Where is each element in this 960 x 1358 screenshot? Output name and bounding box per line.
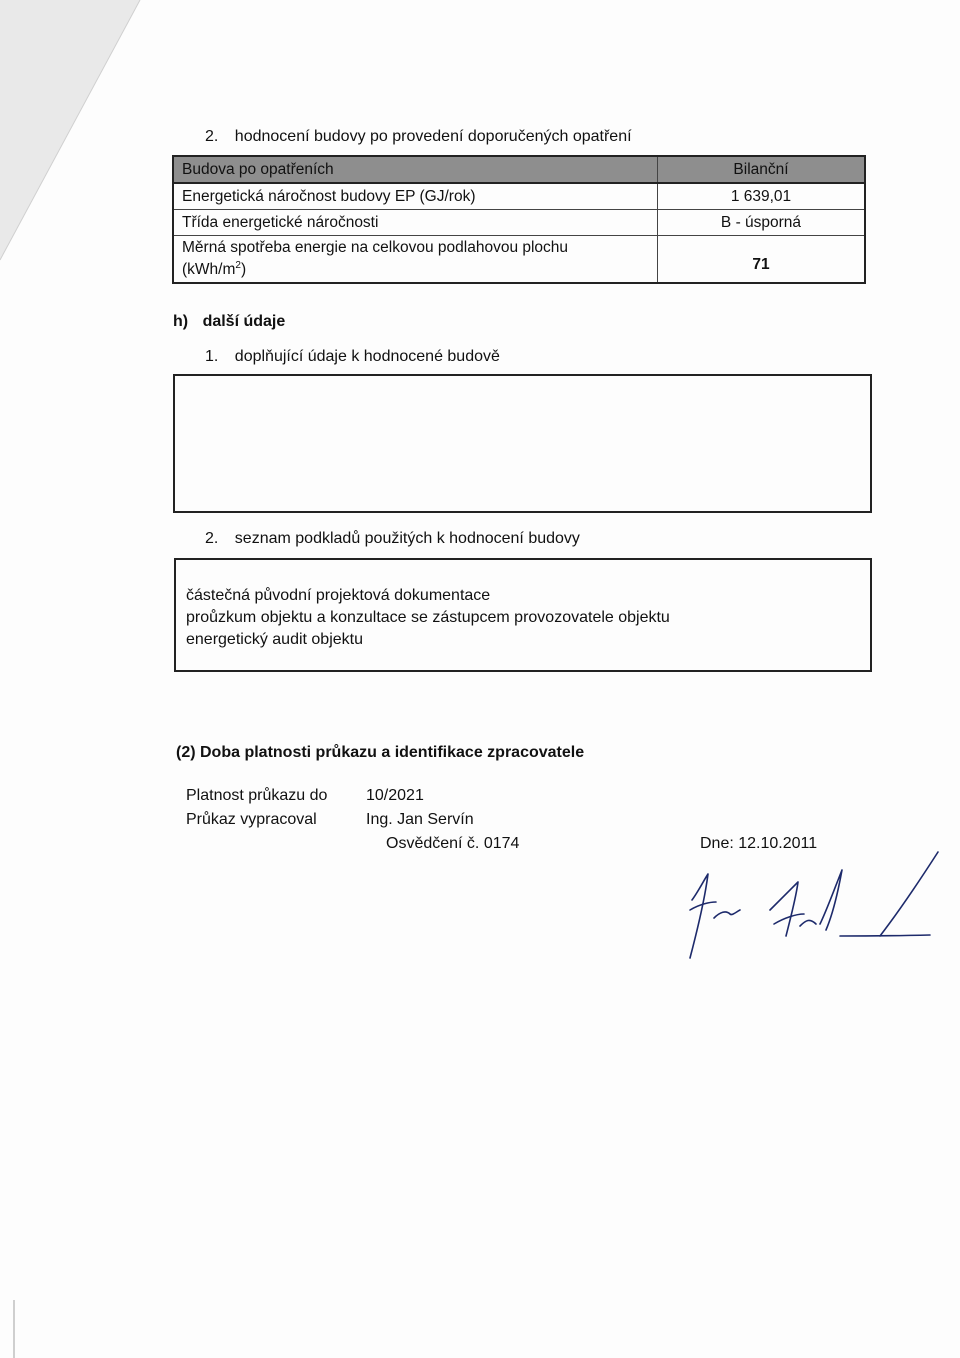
header-label: Budova po opatřeních [173,156,658,183]
author-value: Ing. Jan Servín [366,811,474,828]
section-h-heading [173,313,285,331]
row-value: 71 [658,236,866,284]
header-value: Bilanční [658,156,866,183]
row-label-unit-close: ) [240,261,247,279]
issue-date: Dne: 12.10.2011 [700,835,818,852]
section-number: 2. [205,128,219,145]
table-row [173,183,865,210]
section-title: hodnocení budovy po provedení doporučených opatření [234,128,632,145]
row-label-unit-sup: 2 [235,260,241,271]
row-label-unit: (kWh/m [182,261,236,279]
author-label: Průkaz vypracoval [186,811,317,828]
item1-heading [205,348,500,366]
list-item: proůzkum objektu a konzultace se zástupcem provozovatele objektu [186,609,670,626]
row-value: 1 639,01 [658,183,866,210]
sources-list [186,585,670,651]
item2-text: seznam podkladů použitých k hodnocení budovy [234,530,580,547]
row-label-line: Měrná spotřeba energie na celkovou podlahovou plochu [182,239,569,256]
list-item: částečná původní projektová dokumentace [186,587,491,604]
item1-number: 1. [205,348,219,365]
section-h-marker: h) [173,313,189,330]
validity-label: Platnost průkazu do [186,787,328,804]
validity-title: (2) Doba platnosti průkazu a identifikace zpracovatele [176,744,585,761]
handwritten-signature [670,840,960,960]
table-row [173,236,865,284]
section-heading [205,128,632,146]
sources-box [174,558,872,672]
row-label [173,236,658,284]
validity-value: 10/2021 [366,787,424,804]
item2-heading [205,530,580,548]
building-after-measures-table [172,155,866,284]
row-label: Třída energetické náročnosti [173,210,658,236]
item2-number: 2. [205,530,219,547]
row-label: Energetická náročnost budovy EP (GJ/rok) [173,183,658,210]
supplementary-info-box [173,374,872,513]
row-value: B - úsporná [658,210,866,236]
section-h-title: další údaje [202,313,286,330]
table-row [173,210,865,236]
list-item: energetický audit objektu [186,631,363,648]
item1-text: doplňující údaje k hodnocené budově [234,348,500,365]
certificate-number: Osvědčení č. 0174 [386,835,520,852]
table-header-row [173,156,865,183]
